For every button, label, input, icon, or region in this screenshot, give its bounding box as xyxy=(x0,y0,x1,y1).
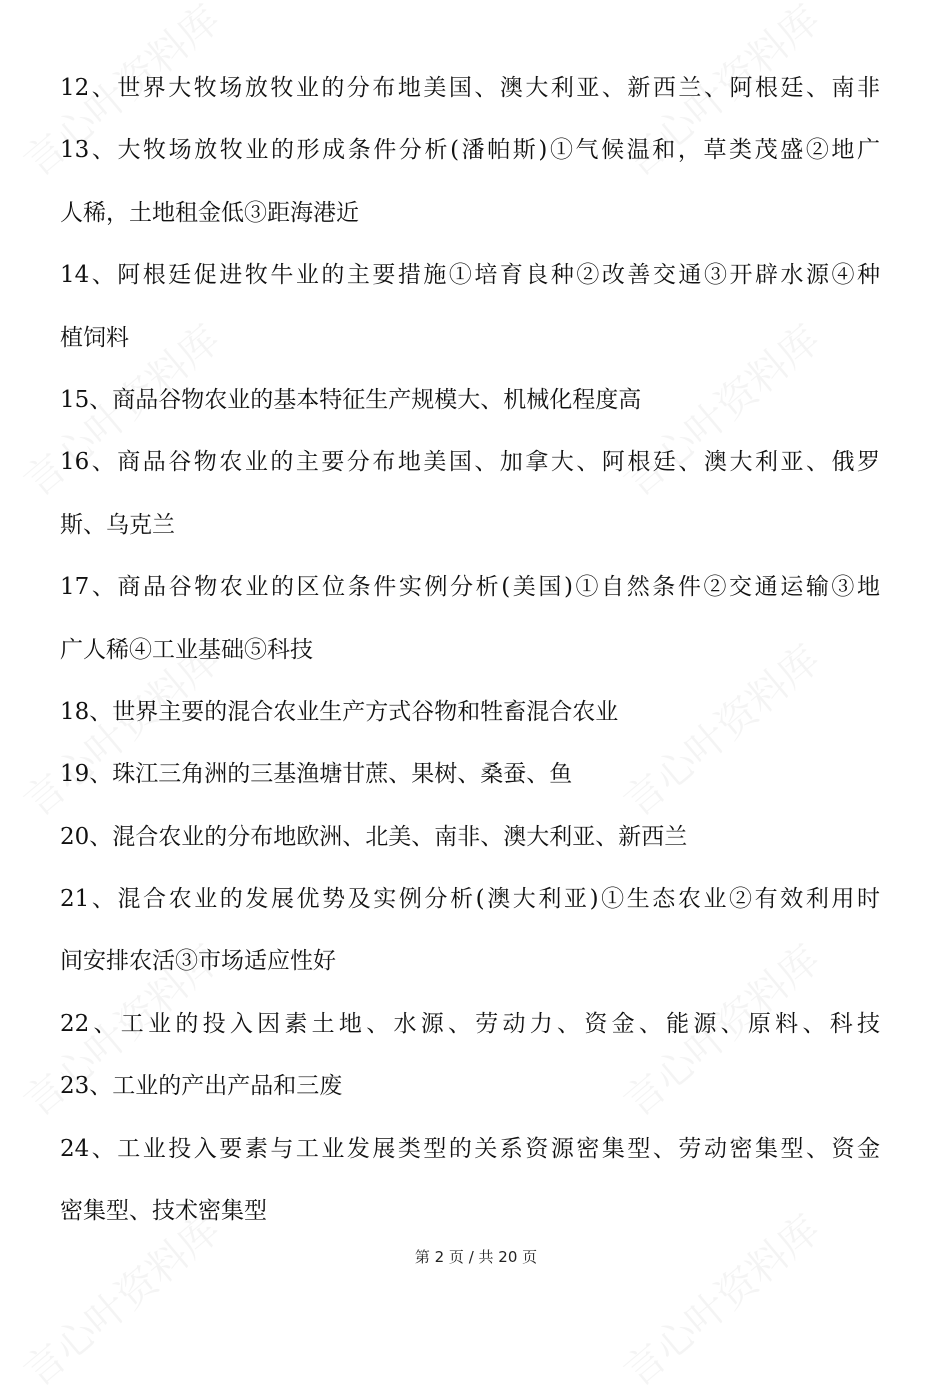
text-line: 20、混合农业的分布地欧洲、北美、南非、澳大利亚、新西兰 xyxy=(60,823,688,850)
list-item xyxy=(60,681,880,743)
text-line: 24、工业投入要素与工业发展类型的关系资源密集型、劳动密集型、资金 xyxy=(60,1135,880,1162)
list-item xyxy=(60,556,880,681)
text-line: 16、商品谷物农业的主要分布地美国、加拿大、阿根廷、澳大利亚、俄罗 xyxy=(60,449,880,476)
text-line: 斯、乌克兰 xyxy=(60,511,175,538)
list-item xyxy=(60,806,880,868)
text-line: 19、珠江三角洲的三基渔塘甘蔗、果树、桑蚕、鱼 xyxy=(60,761,573,788)
text-line: 广人稀④工业基础⑤科技 xyxy=(60,636,313,663)
text-line: 植饲料 xyxy=(60,324,129,351)
text-line: 21、混合农业的发展优势及实例分析(澳大利亚)①生态农业②有效利用时 xyxy=(60,886,880,913)
text-line: 15、商品谷物农业的基本特征生产规模大、机械化程度高 xyxy=(60,386,642,413)
text-line: 密集型、技术密集型 xyxy=(60,1198,267,1225)
list-item xyxy=(60,1055,880,1117)
text-line: 18、世界主要的混合农业生产方式谷物和牲畜混合农业 xyxy=(60,698,619,725)
list-item xyxy=(60,743,880,805)
list-item xyxy=(60,1118,880,1243)
text-line: 23、工业的产出产品和三废 xyxy=(60,1073,343,1100)
text-line: 间安排农活③市场适应性好 xyxy=(60,948,336,975)
list-item xyxy=(60,868,880,993)
text-line: 22、工业的投入因素土地、水源、劳动力、资金、能源、原料、科技 xyxy=(60,1010,880,1037)
list-item xyxy=(60,244,880,369)
list-item xyxy=(60,993,880,1055)
list-item xyxy=(60,369,880,431)
text-line: 人稀，土地租金低③距海港近 xyxy=(60,199,359,226)
list-item xyxy=(60,57,880,119)
list-item xyxy=(60,119,880,244)
document-body xyxy=(60,57,880,1242)
text-line: 12、世界大牧场放牧业的分布地美国、澳大利亚、新西兰、阿根廷、南非 xyxy=(60,75,880,101)
text-line: 14、阿根廷促进牧牛业的主要措施①培育良种②改善交通③开辟水源④种 xyxy=(60,262,880,289)
list-item xyxy=(60,431,880,556)
page-number: 第 2 页 / 共 20 页 xyxy=(414,1248,538,1266)
text-line: 13、大牧场放牧业的形成条件分析(潘帕斯)①气候温和，草类茂盛②地广 xyxy=(60,137,880,164)
text-line: 17、商品谷物农业的区位条件实例分析(美国)①自然条件②交通运输③地 xyxy=(60,574,880,601)
